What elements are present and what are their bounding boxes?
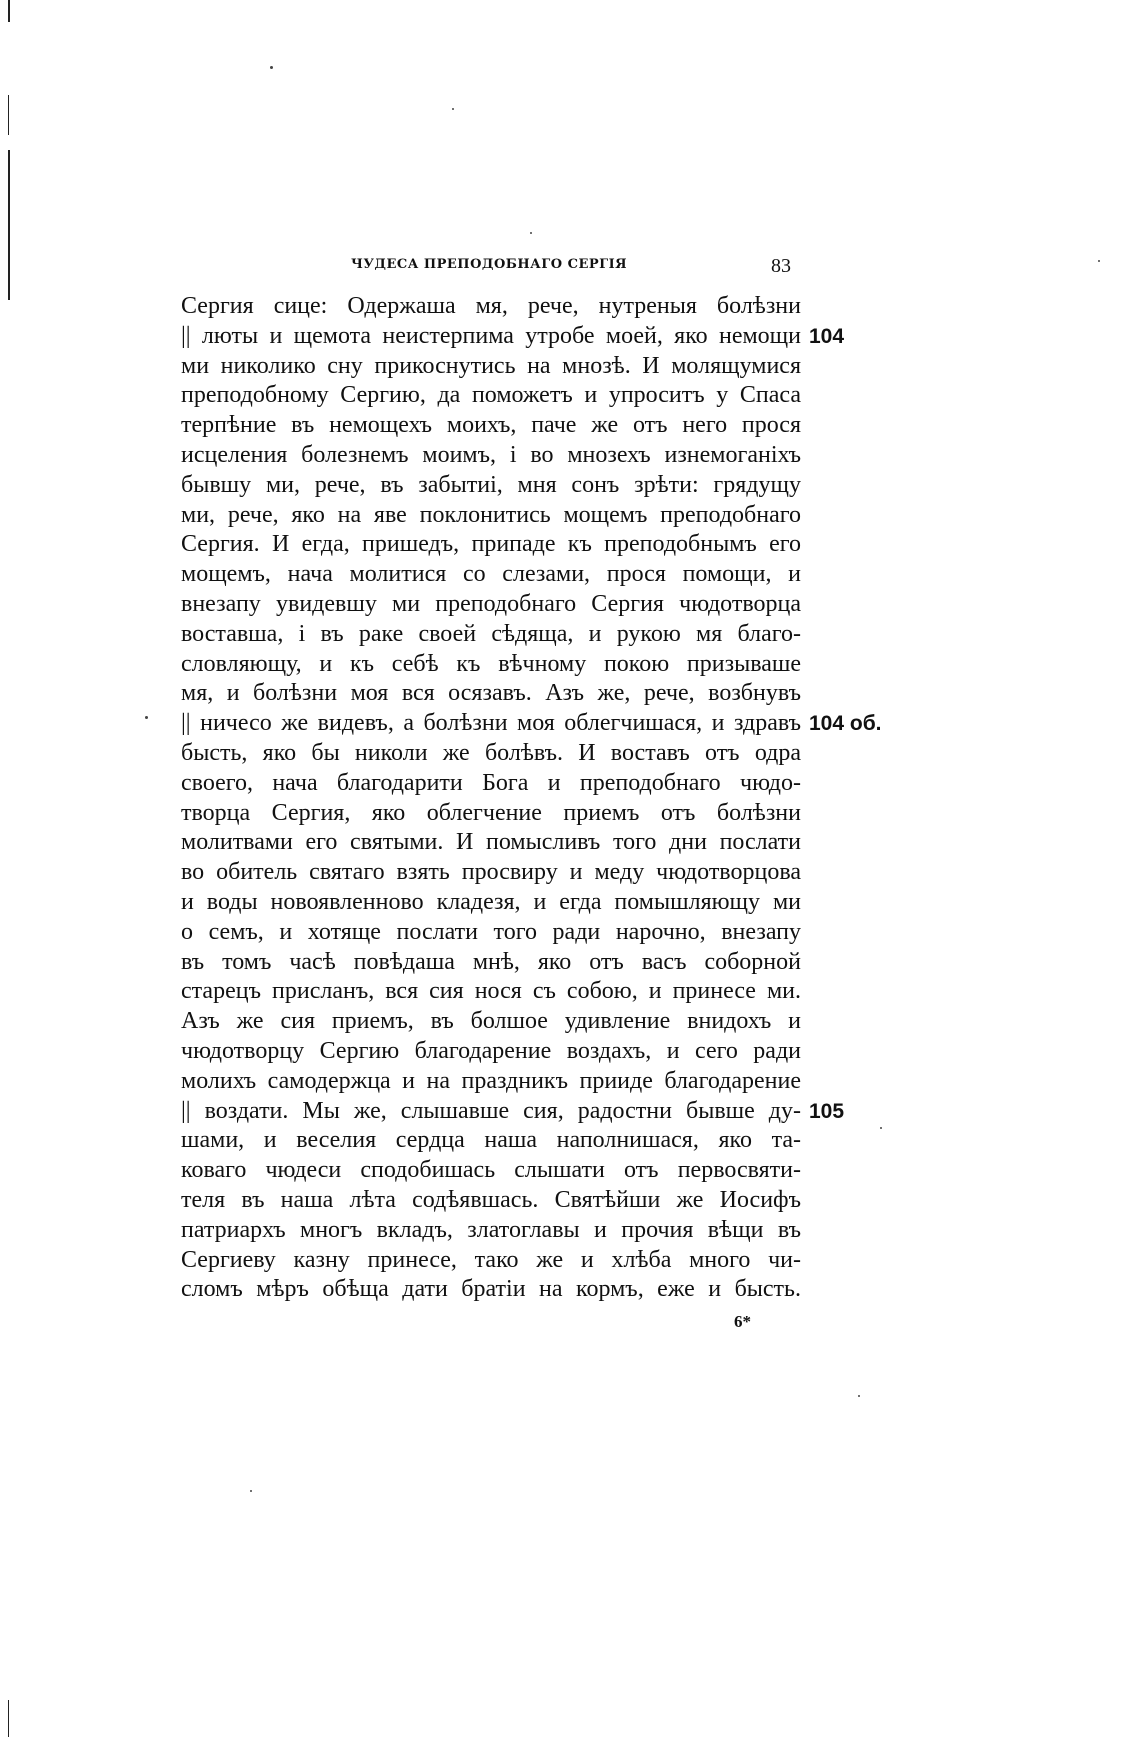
running-header xyxy=(181,255,801,279)
text-line-content: воставша, і въ раке своей сѣдяща, и рукою мя благо- xyxy=(181,620,801,647)
text-line-content: исцеления болезнемъ моимъ, і во мнозехъ изнемоганіхъ xyxy=(181,441,801,468)
scan-speck xyxy=(452,108,454,110)
margin-folio-marker: 104 об. xyxy=(809,712,882,736)
text-line-content: || воздати. Мы же, слышавше сия, радостни бывше ду- xyxy=(181,1097,801,1124)
text-line xyxy=(181,858,801,888)
text-line xyxy=(181,888,801,918)
scan-speck xyxy=(250,1490,252,1492)
text-line xyxy=(181,1007,801,1037)
text-line-content: во обитель святаго взять просвиру и меду чюдотворцова xyxy=(181,859,801,886)
scan-edge-mark xyxy=(8,95,9,135)
text-line-content: внезапу увидевшу ми преподобнаго Сергия чюдотворца xyxy=(181,590,801,617)
scan-speck xyxy=(1098,260,1100,262)
text-line-content: бывшу ми, рече, въ забытиі, мня сонъ зрѣти: грядущу xyxy=(181,471,801,498)
text-line-content: старецъ присланъ, вся сия нося съ собою, и принесе ми. xyxy=(181,978,801,1005)
text-line xyxy=(181,1126,801,1156)
scan-edge-mark xyxy=(8,150,10,300)
text-line xyxy=(181,650,801,680)
scan-speck xyxy=(145,716,148,719)
text-line xyxy=(181,441,801,471)
text-line-content: творца Сергия, яко облегчение приемъ отъ болѣзни xyxy=(181,799,801,826)
text-line xyxy=(181,739,801,769)
text-line-content: Сергия сице: Одержаша мя, рече, нутреныя болѣзни xyxy=(181,293,801,319)
text-line xyxy=(181,590,801,620)
text-line-content: теля въ наша лѣта содѣявшась. Святѣйши же Иосифъ xyxy=(181,1186,801,1213)
text-line xyxy=(181,1067,801,1097)
text-line xyxy=(181,769,801,799)
text-line-content: мощемъ, нача молитися со слезами, прося помощи, и xyxy=(181,561,801,588)
text-line xyxy=(181,1156,801,1186)
text-line-content: сломъ мѣръ обѣща дати братіи на кормъ, еже и бысть. xyxy=(181,1276,801,1303)
text-line-content: ми, рече, яко на яве поклонитись мощемъ преподобнаго xyxy=(181,501,801,528)
text-line xyxy=(181,709,882,739)
text-line-content: Сергиеву казну принесе, тако же и хлѣба много чи- xyxy=(181,1246,801,1273)
signature-mark: 6* xyxy=(734,1312,751,1331)
text-line-content: шами, и веселия сердца наша наполнишася, яко та- xyxy=(181,1127,801,1154)
text-line-content: чюдотворцу Сергию благодарение воздахъ, и сего ради xyxy=(181,1037,801,1064)
text-line xyxy=(181,530,801,560)
text-line xyxy=(181,620,801,650)
text-line xyxy=(181,799,801,829)
text-line xyxy=(181,352,801,382)
text-line xyxy=(181,1275,801,1305)
text-line-content: || люты и щемота неистерпима утробе моей, яко немощи xyxy=(181,322,801,349)
text-line xyxy=(181,1037,801,1067)
scan-speck xyxy=(270,66,273,69)
text-line-content: ми николико сну прикоснутись на мнозѣ. И молящумися xyxy=(181,352,801,379)
running-title: ЧУДЕСА ПРЕПОДОБНАГО СЕРГІЯ xyxy=(351,257,628,272)
text-line xyxy=(181,501,801,531)
text-line-content: молитвами его святыми. И помысливъ того дни послати xyxy=(181,829,801,856)
text-line xyxy=(181,1186,801,1216)
text-line xyxy=(181,918,801,948)
text-line-content: мя, и болѣзни моя вся осязавъ. Азъ же, рече, возбнувъ xyxy=(181,680,801,707)
text-line xyxy=(181,560,801,590)
scan-speck xyxy=(530,232,532,234)
margin-folio-marker: 105 xyxy=(809,1099,845,1123)
text-line-content: о семъ, и хотяще послати того ради нарочно, внезапу xyxy=(181,918,801,945)
scan-edge-mark xyxy=(8,1700,9,1737)
text-line-content: въ томъ часѣ повѣдаша мнѣ, яко отъ васъ соборной xyxy=(181,948,801,975)
text-line-content: словляющу, и къ себѣ къ вѣчному покою призываше xyxy=(181,650,801,677)
body-text xyxy=(181,292,882,1305)
text-line-content: Сергия. И егда, пришедъ, припаде къ преподобнымъ его xyxy=(181,531,801,558)
text-line-content: коваго чюдеси сподобишась слышати отъ первосвяти- xyxy=(181,1157,801,1184)
margin-folio-marker: 104 xyxy=(809,324,845,348)
text-line xyxy=(181,828,801,858)
text-line-content: Азъ же сия приемъ, въ болшое удивление внидохъ и xyxy=(181,1008,801,1035)
text-line xyxy=(181,977,801,1007)
text-line xyxy=(181,381,801,411)
text-line xyxy=(181,471,801,501)
scan-speck xyxy=(880,1127,882,1129)
scan-speck xyxy=(858,1395,860,1397)
text-line xyxy=(181,411,801,441)
text-line xyxy=(181,1097,845,1127)
text-line-content: || ничесо же видевъ, а болѣзни моя облегчишася, и здравъ xyxy=(181,710,801,737)
text-line-content: патриархъ многъ вкладъ, златоглавы и прочия вѣщи въ xyxy=(181,1216,801,1243)
text-line-content: бысть, яко бы николи же болѣвъ. И воставъ отъ одра xyxy=(181,739,801,766)
text-line-content: терпѣние въ немощехъ моихъ, паче же отъ него прося xyxy=(181,412,801,439)
text-line-content: и воды новоявленново кладезя, и егда помышляющу ми xyxy=(181,888,801,915)
text-line-content: преподобному Сергию, да поможетъ и упроситъ у Спаса xyxy=(181,382,801,409)
text-line xyxy=(181,1216,801,1246)
text-line xyxy=(181,1246,801,1276)
text-line xyxy=(181,322,845,352)
text-line xyxy=(181,679,801,709)
text-line-content: молихъ самодержца и на праздникъ прииде благодарение xyxy=(181,1067,801,1094)
text-line xyxy=(181,948,801,978)
text-line-content: своего, нача благодарити Бога и преподобнаго чюдо- xyxy=(181,769,801,796)
page-number: 83 xyxy=(771,255,791,277)
scan-edge-mark xyxy=(8,0,10,22)
text-line xyxy=(181,292,801,322)
